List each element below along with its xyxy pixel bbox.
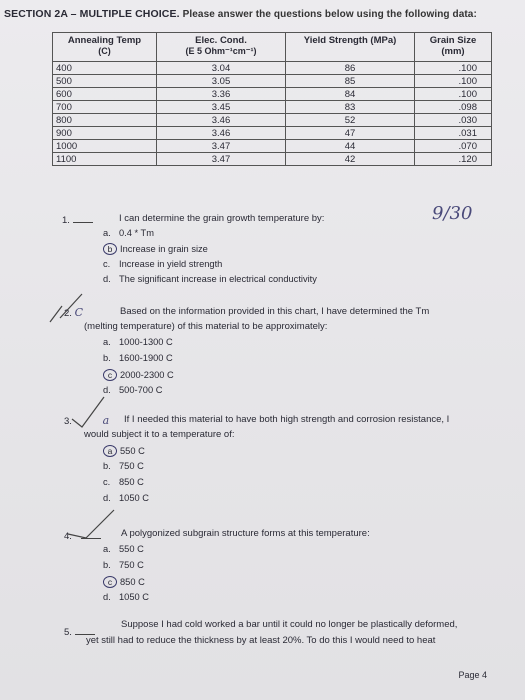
table-cell: 52 [286,114,415,127]
table-cell: 47 [286,127,415,140]
option-text: 500-700 C [119,385,163,395]
q3-option-d[interactable] [103,493,149,503]
table-row [53,62,492,75]
table-cell: .098 [415,101,492,114]
col-annealing-temp [53,33,157,62]
q1-option-c[interactable] [103,259,222,269]
q3-option-c[interactable] [103,477,144,487]
option-text: 850 C [119,477,144,487]
table-cell: 3.45 [157,101,286,114]
question-4-answer-blank[interactable] [81,528,101,539]
circled-answer-mark: c [103,576,117,588]
page-number: Page 4 [458,670,487,680]
data-table [52,32,492,166]
option-letter: d. [103,274,111,284]
table-cell: 3.47 [157,140,286,153]
table-cell: .100 [415,62,492,75]
table-cell: .070 [415,140,492,153]
table-cell: 900 [53,127,157,140]
col-elec-cond-label: Elec. Cond. [195,35,247,46]
option-text: Increase in yield strength [119,259,223,269]
col-grain-size: Grain Size (mm) [415,33,492,62]
q2-option-d[interactable] [103,385,162,395]
option-text: 0.4 * Tm [119,228,154,238]
table-row [53,101,492,114]
table-cell: .100 [415,88,492,101]
option-letter: b. [103,353,111,363]
table-row [53,114,492,127]
option-text: 1600-1900 C [119,353,173,363]
q2-option-c[interactable] [103,369,174,381]
q2-option-b[interactable] [103,353,173,363]
question-2-text-line1: Based on the information provided in this chart, I have determined the Tm [120,306,430,317]
option-text: 1000-1300 C [119,337,173,347]
q4-option-b[interactable] [103,560,144,570]
table-cell: 3.46 [157,114,286,127]
option-text: Increase in grain size [120,244,208,254]
table-cell: 86 [286,62,415,75]
q2-option-a[interactable] [103,337,173,347]
option-letter: c. [103,477,111,487]
table-cell: 400 [53,62,157,75]
table-cell: 44 [286,140,415,153]
option-letter: d. [103,592,111,602]
table-cell: .030 [415,114,492,127]
option-letter: d. [103,385,111,395]
table-row [53,88,492,101]
question-2-number: 2. [64,308,72,319]
q1-option-d[interactable] [103,274,317,284]
question-4-text: A polygonized subgrain structure forms at this temperature: [121,528,370,539]
option-letter: a. [103,228,111,238]
table-cell: .120 [415,153,492,166]
option-text: 2000-2300 C [120,370,174,380]
table-cell: 800 [53,114,157,127]
question-1-answer-blank[interactable] [73,212,93,223]
question-3-text-line1: If I needed this material to have both high strength and corrosion resistance, I [124,414,450,425]
question-1-text: I can determine the grain growth temperature by: [119,213,325,224]
question-2-handwritten-answer: C [74,306,83,319]
section-title: SECTION 2A – MULTIPLE CHOICE. [4,8,180,20]
table-body [53,62,492,166]
question-4-number: 4. [64,531,72,542]
question-2 [64,306,83,320]
circled-answer-mark: b [103,243,117,255]
option-text: The significant increase in electrical conductivity [119,274,317,284]
section-instruction: Please answer the questions below using the following data: [182,9,477,20]
q4-option-c[interactable] [103,576,145,588]
option-text: 1050 C [119,592,149,602]
table-cell: .031 [415,127,492,140]
q3-option-b[interactable] [103,461,144,471]
table-cell: .100 [415,75,492,88]
question-5-number: 5. [64,627,72,638]
option-text: 550 C [119,544,144,554]
option-letter: a. [103,544,111,554]
option-text: 1050 C [119,493,149,503]
table-row [53,127,492,140]
table-cell: 3.04 [157,62,286,75]
question-1-number: 1. [62,215,70,226]
col-annealing-temp-label: Annealing Temp [67,35,142,46]
question-2-text-line2: (melting temperature) of this material to be approximately: [84,321,328,332]
question-5-text-line1: Suppose I had cold worked a bar until it could no longer be plastically deformed, [121,619,458,630]
question-4 [64,528,101,543]
table-cell: 3.46 [157,127,286,140]
question-3-number: 3. [64,416,72,427]
question-5-text-line2: yet still had to reduce the thickness by at least 20%. To do this I would need to heat [86,635,436,646]
option-text: 750 C [119,461,144,471]
table-cell: 1000 [53,140,157,153]
section-header [4,8,477,20]
col-annealing-temp-unit: (C) [98,46,111,56]
table-cell: 3.36 [157,88,286,101]
table-cell: 85 [286,75,415,88]
table-cell: 1100 [53,153,157,166]
handwritten-score: 9/30 [432,203,473,224]
question-3-text-line2: would subject it to a temperature of: [84,429,235,440]
col-yield-strength: Yield Strength (MPa) [286,33,415,62]
circled-answer-mark: a [103,445,117,457]
option-letter: b. [103,560,111,570]
table-header-row [53,33,492,62]
circled-answer-mark: c [103,369,117,381]
q1-option-b[interactable] [103,243,208,255]
table-cell: 3.47 [157,153,286,166]
option-letter: c. [103,259,111,269]
option-letter: a. [103,337,111,347]
option-letter: b. [103,461,111,471]
option-text: 850 C [120,577,145,587]
table-cell: 83 [286,101,415,114]
table-row [53,153,492,166]
table-cell: 3.05 [157,75,286,88]
question-3-handwritten-answer: a [102,414,110,427]
table-cell: 500 [53,75,157,88]
table-cell: 700 [53,101,157,114]
table-cell: 42 [286,153,415,166]
table-cell: 84 [286,88,415,101]
col-elec-cond-unit: (E 5 Ohm⁻¹cm⁻¹) [185,46,257,56]
question-1 [62,212,93,227]
q3-option-a[interactable] [103,445,145,457]
q4-option-d[interactable] [103,592,149,602]
option-text: 550 C [120,446,145,456]
option-text: 750 C [119,560,144,570]
q1-option-a[interactable] [103,228,154,238]
q4-option-a[interactable] [103,544,144,554]
col-elec-cond [157,33,286,62]
question-3 [64,414,110,428]
table-row [53,75,492,88]
option-letter: d. [103,493,111,503]
table-row [53,140,492,153]
table-cell: 600 [53,88,157,101]
